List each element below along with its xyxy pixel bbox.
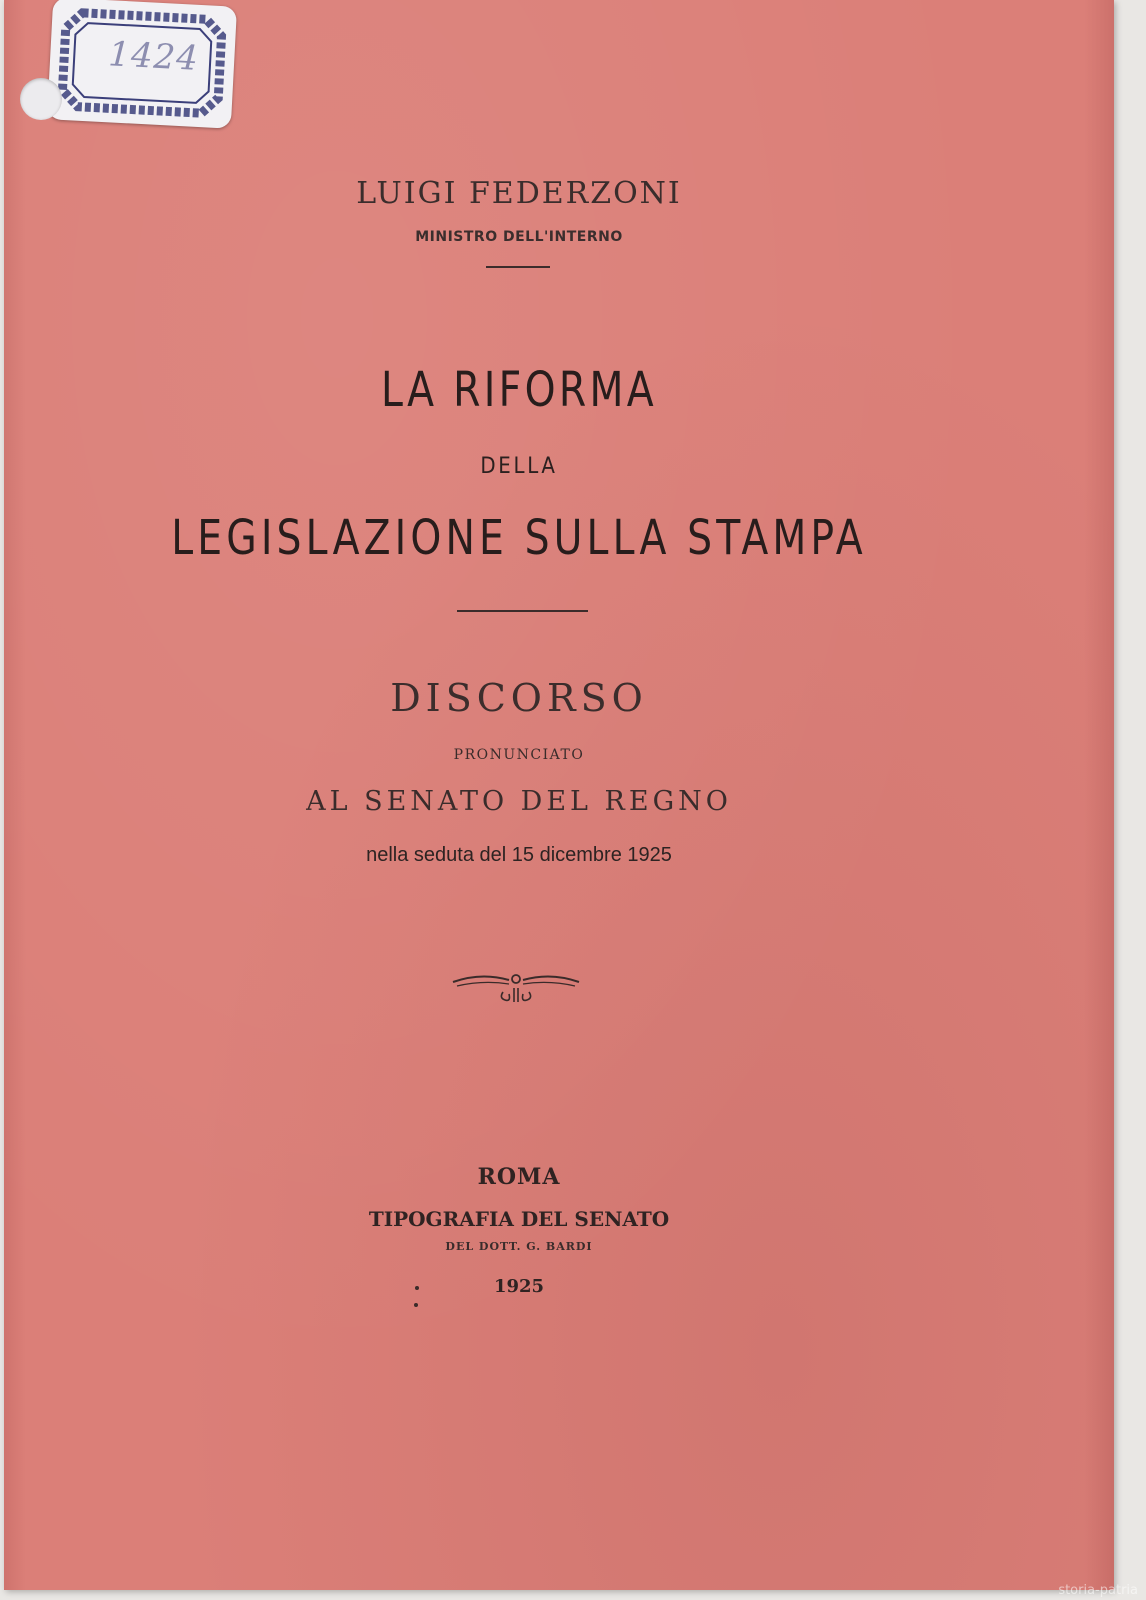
library-label-sticker <box>47 0 237 129</box>
author-role: MINISTRO DELL'INTERNO <box>415 229 623 245</box>
divider-rule <box>486 266 550 268</box>
subtitle: DISCORSO <box>390 676 648 720</box>
punch-hole <box>20 78 62 120</box>
ornament-icon <box>451 968 581 1008</box>
imprint-year: 1925 <box>493 1276 545 1297</box>
ink-speck <box>414 1303 418 1307</box>
session-date: nella seduta del 15 dicembre 1925 <box>366 844 672 866</box>
label-number: 1424 <box>107 34 200 79</box>
author-name: LUIGI FEDERZONI <box>356 176 682 211</box>
imprint-proprietor: DEL DOTT. G. BARDI <box>445 1240 593 1253</box>
title-line-2: DELLA <box>480 454 558 479</box>
title-line-3: LEGISLAZIONE SULLA STAMPA <box>171 510 867 566</box>
imprint-printer: TIPOGRAFIA DEL SENATO <box>368 1207 670 1231</box>
ink-speck <box>415 1286 419 1290</box>
subtitle-line-2: PRONUNCIATO <box>453 747 585 763</box>
title-line-1: LA RIFORMA <box>381 362 657 418</box>
booklet-cover <box>4 0 1114 1590</box>
watermark: storia-patria <box>1058 1583 1138 1598</box>
imprint-city: ROMA <box>477 1164 561 1190</box>
divider-rule <box>457 610 588 612</box>
subtitle-line-3: AL SENATO DEL REGNO <box>306 786 732 817</box>
